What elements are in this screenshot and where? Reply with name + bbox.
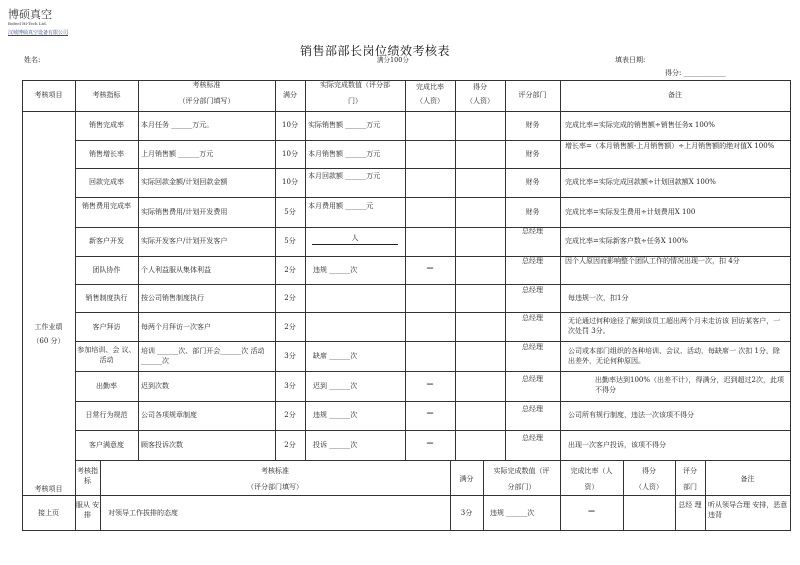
footer-col-full: 满分	[459, 475, 474, 483]
footer-col-indicator: 考核指标	[77, 467, 98, 485]
table-row-indicator: 客户满意度	[89, 441, 124, 449]
table-row-full: 10分	[282, 150, 298, 158]
table-row-actual: 本月销售额 ______万元	[308, 150, 381, 158]
table-row-indicator: 销售制度执行	[85, 294, 128, 302]
table-row-dept: 总经理	[522, 286, 543, 294]
footer-col-ratio-sub: 资）	[584, 483, 599, 491]
footer-row-indicator: 服从 安排	[75, 501, 100, 519]
col-indicator: 考核指标	[92, 91, 121, 99]
table-row-standard: 公司各项规章制度	[141, 411, 197, 419]
table-row-note: 无论通过何种途径了解到该员工超出两个月未走访该 回访某客户，一次处罚 3分。	[568, 317, 781, 335]
table-row-indicator: 日常行为规范	[85, 411, 128, 419]
score-label: 得分: ____________	[665, 69, 726, 77]
category-weight: （60 分）	[32, 337, 65, 345]
table-row-full: 5分	[284, 237, 296, 245]
table-row-full: 2分	[284, 411, 296, 419]
page-title: 销售部部长岗位绩效考核表	[300, 44, 451, 58]
col-dept: 评分部门	[518, 91, 547, 99]
table-row-dept: 财务	[525, 150, 540, 158]
table-row-full: 3分	[284, 352, 296, 360]
table-row-ratio: —	[426, 263, 434, 272]
table-row-note: 出现一次客户投诉，该项不得分	[568, 441, 666, 449]
footer-col-standard: 考核标准	[261, 467, 289, 475]
table-row-indicator: 团队协作	[92, 266, 121, 274]
table-row-note: 公司所有规行制度，违法一次该项不得分	[568, 411, 694, 419]
footer-row-actual: 违规 ______次	[490, 509, 535, 517]
col-note: 备注	[668, 91, 682, 99]
col-standard: 考核标准	[192, 81, 221, 89]
footer-row-standard: 对领导工作拔排的态度	[108, 509, 178, 517]
table-row-indicator: 出勤率	[96, 382, 117, 390]
table-row-dept: 总经理	[522, 343, 543, 351]
table-row-actual: 人	[351, 234, 359, 242]
table-row-standard: 个人利益服从集体利益	[141, 266, 211, 274]
table-row-full: 10分	[282, 178, 298, 186]
company-logo-text: 博硕真空	[8, 8, 52, 21]
col-ratio: 完成比率	[416, 83, 444, 91]
table-row-note: 出勤率达到100%（出差不计），得满分，迟到超过2次，此项不得分	[595, 376, 784, 394]
table-row-note: 完成比率=实际发生费用÷计划费用X 100	[565, 208, 696, 216]
footer-col-score-sub: （人资）	[635, 483, 663, 491]
table-row-indicator: 销售增长率	[89, 150, 124, 158]
table-row-standard: 按公司销售制度执行	[141, 294, 204, 302]
table-row-standard: 实际销售费用/计划开发费用	[141, 208, 228, 216]
footer-row-full: 3分	[460, 509, 473, 517]
table-row-note: 因个人原因而影响整个团队工作的情况出现一次，扣 4分	[565, 257, 740, 265]
table-row-dept: 总经理	[522, 227, 543, 235]
footer-col-score: 得分	[642, 467, 656, 475]
table-row-full: 5分	[284, 208, 296, 216]
table-row-standard: 迟到次数	[141, 382, 169, 390]
col-score: 得分	[473, 83, 487, 91]
table-row-note: 完成比率=实际完成回款额÷计划回款额X 100%	[565, 178, 716, 186]
table-row-dept: 总经理	[522, 314, 543, 322]
table-row-dept: 财务	[525, 178, 540, 186]
table-row-indicator: 客户拜访	[92, 323, 121, 331]
col-standard-sub: （评分部门填写）	[178, 97, 235, 105]
table-row-dept: 总经理	[522, 257, 543, 265]
footer-row-dept: 总经 理	[678, 501, 702, 509]
footer-col-standard-sub: （评分部门填写）	[247, 483, 303, 491]
table-row-standard: 上月销售额 ______万元	[141, 150, 214, 158]
col-score-sub: （人资）	[466, 97, 494, 105]
category-label: 工作业绩	[34, 323, 63, 331]
table-row-actual: 投诉 ______次	[313, 441, 358, 449]
table-row-dept: 总经理	[522, 375, 543, 383]
col-actual-sub: 门）	[348, 97, 362, 105]
footer-col-actual-sub: 分部门）	[507, 483, 536, 491]
table-row-indicator: 新客户开发	[89, 237, 124, 245]
table-row-full: 3分	[284, 382, 296, 390]
footer-col-note: 备注	[740, 475, 755, 483]
table-row-actual: 实际销售额 ______万元	[308, 121, 381, 129]
table-row-full: 10分	[282, 121, 298, 129]
table-row-indicator: 回款完成率	[89, 178, 124, 186]
company-chinese-name: 汉城博硕真空设备有限公司	[8, 30, 69, 36]
table-row-standard: 实际回款金额/计划回款金额	[141, 178, 228, 186]
col-ratio-sub: （人资）	[416, 97, 444, 105]
footer-row-item: 接上页	[38, 509, 59, 517]
table-row-standard: 每两个月拜访一次客户	[141, 323, 211, 331]
table-row-indicator: 参加培训、会 议、活动	[77, 346, 136, 364]
table-row-ratio: —	[426, 379, 434, 388]
col-full: 满分	[283, 91, 297, 99]
footer-col-ratio: 完成比率（人	[570, 467, 613, 475]
footer-row-note: 听从领导合理 安排，恶意违背	[708, 501, 788, 519]
table-row-dept: 财务	[525, 121, 540, 129]
date-label: 填表日期:	[615, 56, 646, 64]
table-row-full: 2分	[284, 294, 296, 302]
name-label: 姓名:	[24, 56, 41, 64]
table-row-standard: 顾客投诉次数	[141, 441, 183, 449]
table-row-actual: 违规 ______次	[313, 411, 358, 419]
table-row-actual: 本月费用额 ______元	[308, 202, 374, 210]
table-row-indicator: 销售费用完成率	[82, 202, 131, 210]
table-row-actual: 迟到 ______次	[313, 382, 358, 390]
col-item: 考核项目	[34, 91, 63, 99]
footer-col-dept-sub: 部门	[683, 483, 697, 491]
table-row-standard: 实际开发客户/计划开发客户	[141, 237, 228, 245]
table-row-note: 完成比率=实际新客户数÷任务X 100%	[565, 237, 688, 245]
table-row-full: 2分	[284, 441, 296, 449]
table-row-standard: 培训 ______次、部门开会______次 活动 ______次	[141, 347, 265, 365]
table-row-dept: 财务	[525, 208, 540, 216]
table-row-ratio: —	[426, 408, 434, 417]
table-row-note: 完成比率=实际完成的销售额÷销售任务x 100%	[565, 121, 715, 129]
table-row-actual: 违规 ______次	[313, 266, 358, 274]
footer-row-ratio: —	[588, 506, 595, 515]
table-row-dept: 总经理	[522, 405, 543, 413]
table-row-full: 2分	[284, 266, 296, 274]
table-row-dept: 总经理	[522, 434, 543, 442]
table-row-note: 每违规一次，扣1分	[568, 294, 629, 302]
footer-col-actual: 实际完成数值（评	[493, 467, 550, 475]
table-row-full: 2分	[284, 323, 296, 331]
table-row-note: 增长率=（本月销售额-上月销售额）÷上月销售额的绝对值X 100%	[565, 142, 775, 150]
footer-col-dept: 评分	[683, 467, 697, 475]
table-row-ratio: —	[426, 438, 434, 447]
full-score: 满分100分	[377, 56, 409, 64]
table-row-actual: 本月回款额 ______万元	[308, 172, 381, 180]
col-actual: 实际完成数值（评分部	[320, 81, 390, 89]
table-row-note: 公司或本部门组织的各种培训、会议、活动，每缺席一 次扣 1分，除出差外，无论何种原因。	[568, 347, 780, 365]
table-row-indicator: 销售完成率	[89, 121, 124, 129]
table-row-actual: 缺席 ______次	[313, 352, 358, 360]
table-row-standard: 本月任务 ______万元。	[141, 121, 214, 129]
company-english-name: Bofeel Hi-Tech Ltd.	[8, 21, 47, 26]
footer-col-item: 考核项目	[34, 485, 63, 493]
